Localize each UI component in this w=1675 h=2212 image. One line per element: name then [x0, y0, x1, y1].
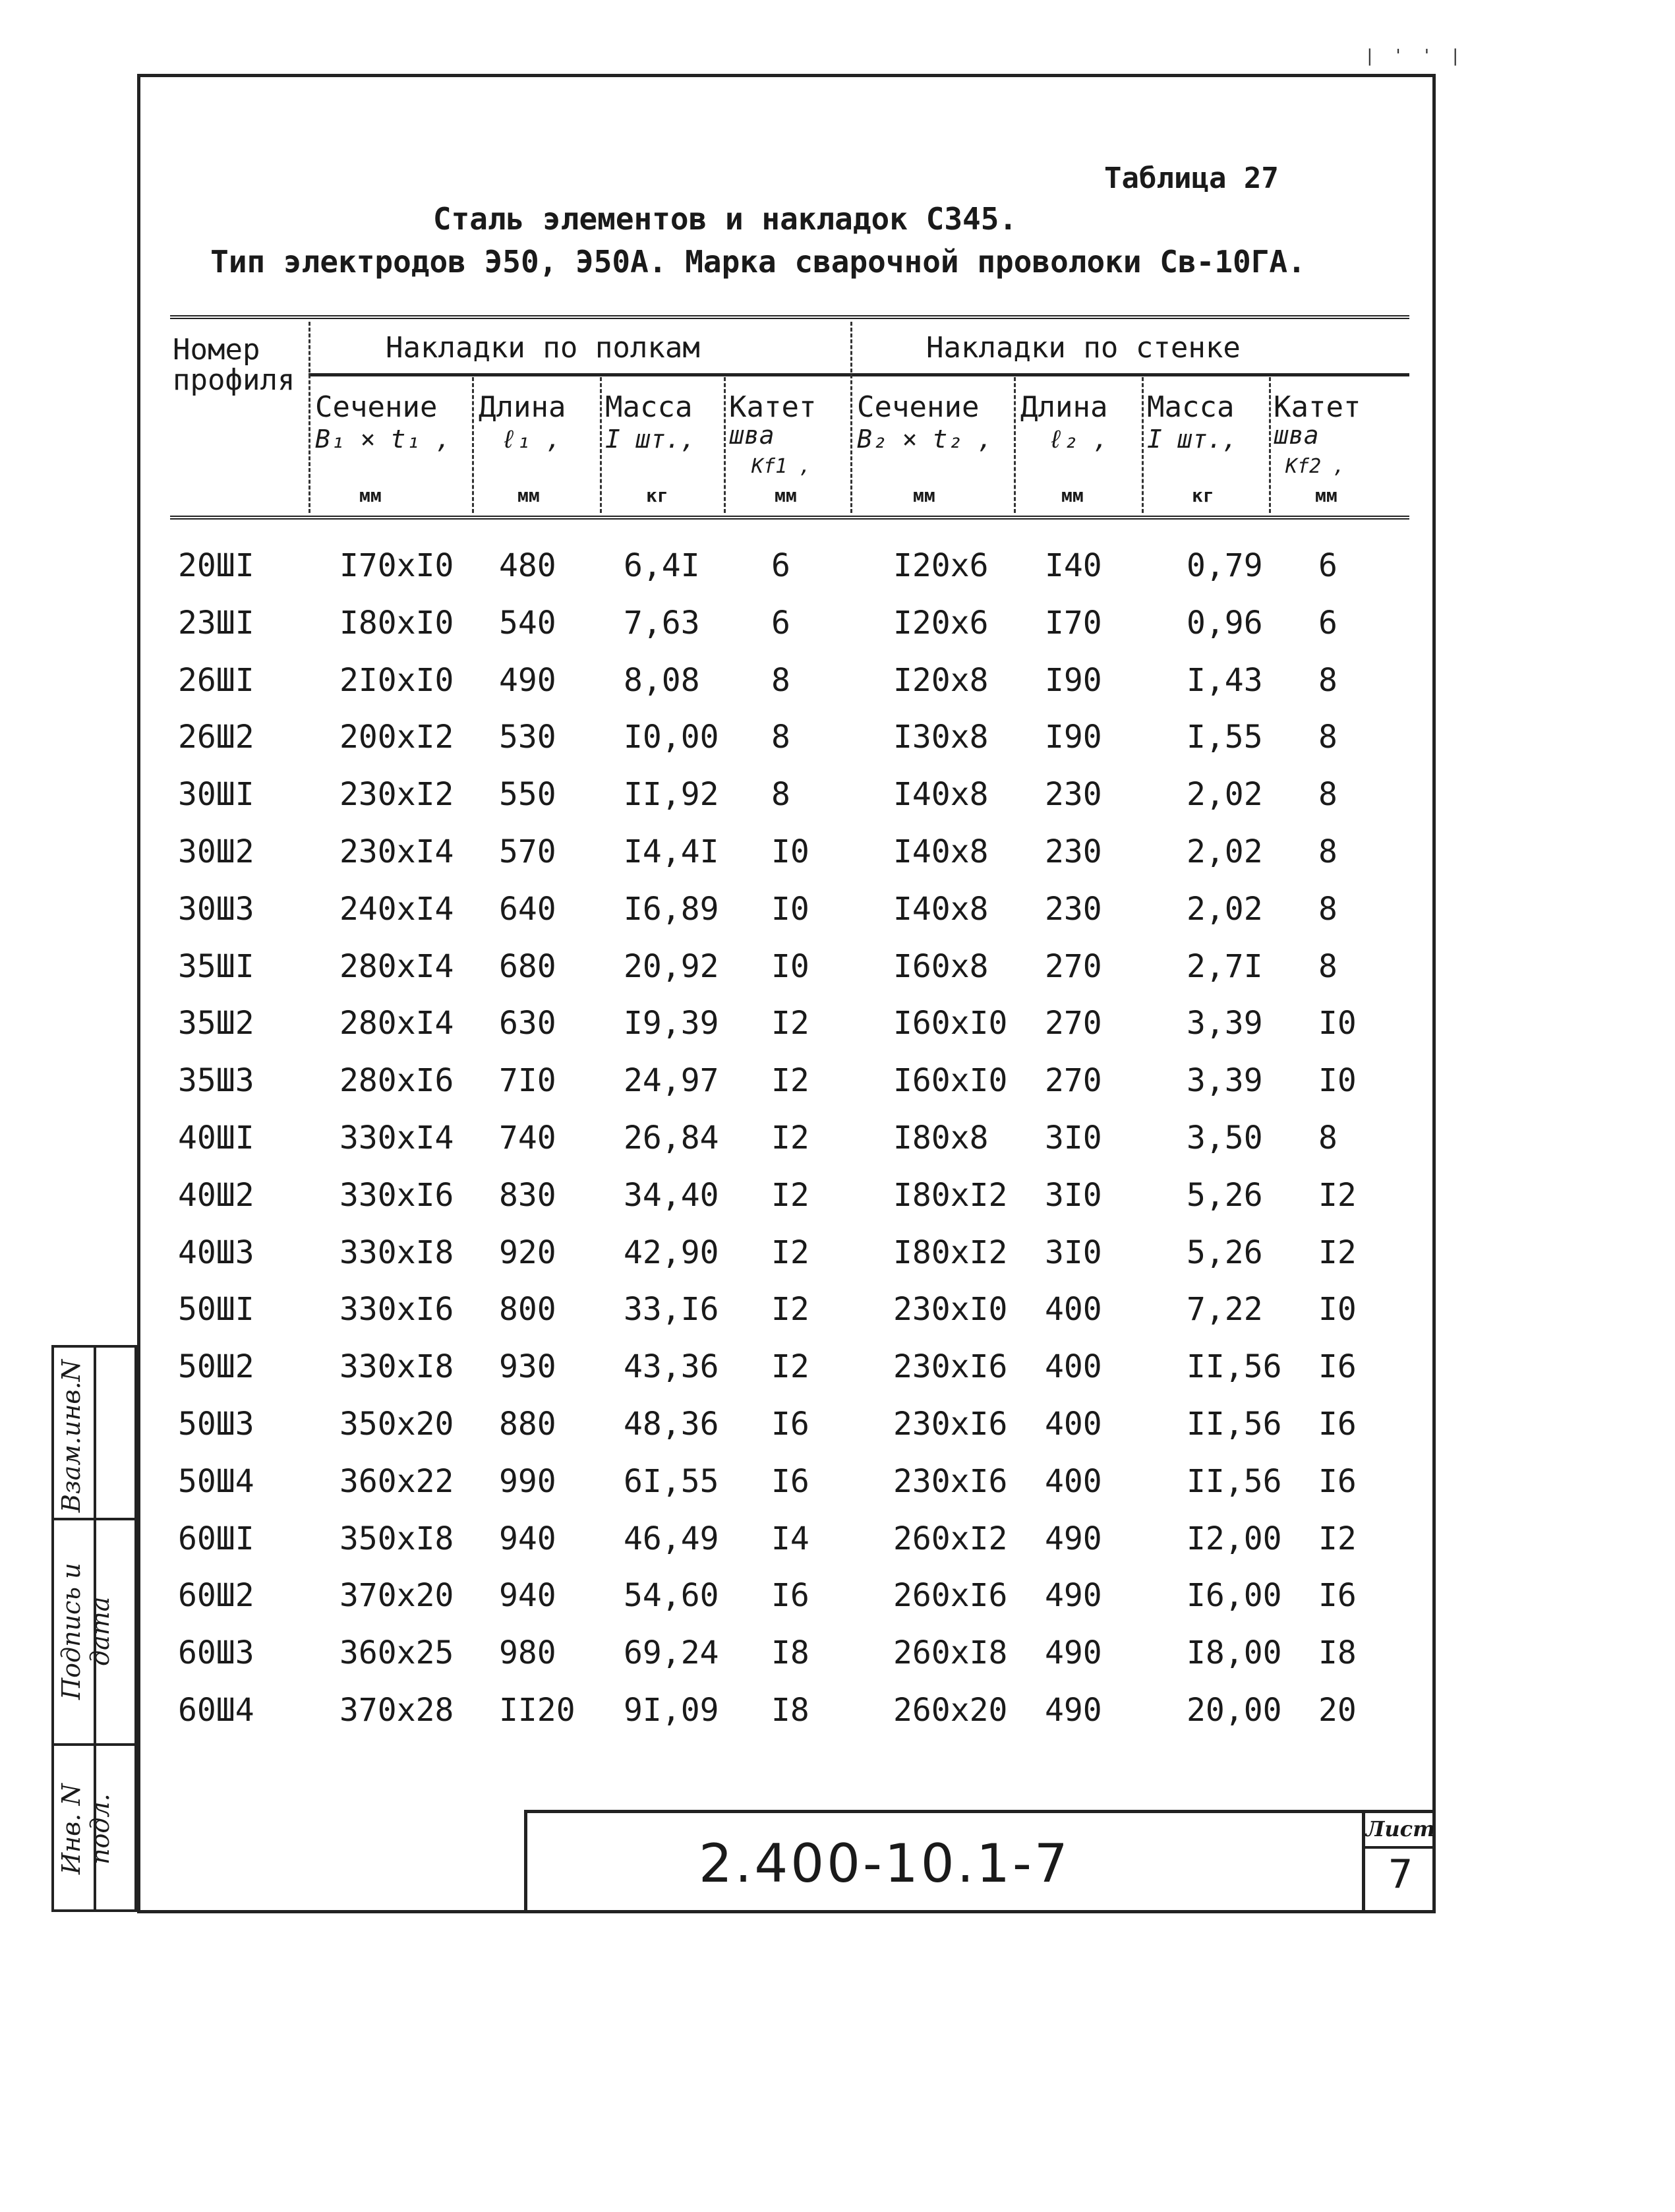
cell-m1: 46,49	[624, 1520, 719, 1557]
cell-k1: I2	[771, 1005, 809, 1042]
table-row	[170, 948, 1409, 1005]
unit-mm: мм	[775, 485, 797, 506]
table-row	[170, 1291, 1409, 1348]
cell-l1: II20	[499, 1692, 575, 1729]
cell-m1: 33,I6	[624, 1291, 719, 1329]
title-block	[524, 1810, 1436, 1913]
cell-profile: 30Ш2	[178, 833, 254, 870]
cell-k2: I2	[1318, 1176, 1357, 1214]
cell-l2: 230	[1045, 833, 1102, 870]
cell-profile: 60Ш2	[178, 1577, 254, 1615]
cell-m1: I6,89	[624, 890, 719, 928]
col-divider	[1269, 377, 1271, 513]
table-row	[170, 1406, 1409, 1463]
table-row	[170, 1348, 1409, 1406]
cell-l1: 570	[499, 833, 556, 870]
cell-profile: 50Ш4	[178, 1462, 254, 1500]
cell-l2: I90	[1045, 719, 1102, 756]
cell-s1: 330xI6	[339, 1176, 454, 1214]
header-length-sym-1: ℓ₁ ,	[501, 425, 562, 454]
cell-l2: 270	[1045, 1005, 1102, 1042]
side-label-replacement: Взам.инв.N	[57, 1360, 86, 1512]
cell-k1: I2	[771, 1120, 809, 1156]
cell-m2: 2,02	[1187, 890, 1263, 928]
cell-s2: I40x8	[893, 890, 989, 928]
document-code: 2.400-10.1-7	[699, 1833, 1071, 1894]
table-row	[170, 605, 1409, 662]
col-divider	[1142, 377, 1144, 513]
cell-k1: 8	[771, 719, 790, 756]
header-length-2: Длина	[1020, 390, 1108, 424]
cell-m1: 9I,09	[624, 1692, 719, 1729]
cell-k1: I6	[771, 1406, 809, 1443]
header-length-1: Длина	[479, 390, 566, 424]
cell-l1: 7I0	[499, 1062, 556, 1100]
cell-l2: 400	[1045, 1291, 1102, 1329]
cell-k2: I6	[1318, 1462, 1357, 1500]
header-weld-1: Катет	[729, 390, 817, 424]
header-group-flange: Накладки по полкам	[386, 331, 700, 365]
header-weld-sym-1: Kf1 ,	[751, 455, 811, 478]
cell-l2: 270	[1045, 1062, 1102, 1100]
cell-s1: I70xI0	[339, 547, 454, 584]
header-mass-2: Масса	[1147, 390, 1235, 424]
cell-k1: I0	[771, 947, 809, 985]
cell-s1: 370x20	[339, 1577, 454, 1615]
cell-l2: 400	[1045, 1462, 1102, 1500]
unit-mm: мм	[913, 485, 935, 506]
header-weld-sub-2: шва	[1274, 421, 1319, 450]
cell-m2: I,43	[1187, 661, 1263, 699]
cell-l2: 230	[1045, 776, 1102, 814]
sheet-box	[1362, 1813, 1436, 1913]
cell-profile: 40ШI	[178, 1120, 254, 1156]
cell-k1: I6	[771, 1462, 809, 1500]
cell-k1: I0	[771, 833, 809, 870]
table-row	[170, 1634, 1409, 1692]
cell-s1: I80xI0	[339, 604, 454, 642]
cell-k1: 8	[771, 776, 790, 814]
cell-m2: I6,00	[1187, 1577, 1282, 1615]
cell-m2: 5,26	[1187, 1234, 1263, 1271]
cell-profile: 60Ш4	[178, 1692, 254, 1729]
cell-m2: II,56	[1187, 1348, 1282, 1386]
table-row	[170, 1520, 1409, 1578]
table-subtitle: Тип электродов Э50, Э50А. Марка сварочной проволоки Св-10ГА.	[210, 244, 1306, 280]
cell-k1: I8	[771, 1692, 809, 1729]
cell-s2: 260xI6	[893, 1577, 1008, 1615]
cell-m2: 2,02	[1187, 776, 1263, 814]
side-label-inventory: Инв. N подл.	[57, 1783, 115, 1874]
header-profile: Номер профиля	[173, 333, 295, 397]
col-divider	[600, 377, 602, 513]
cell-m1: 7,63	[624, 604, 700, 642]
cell-l2: 400	[1045, 1406, 1102, 1443]
unit-mm: мм	[517, 485, 540, 506]
cell-m1: 42,90	[624, 1234, 719, 1271]
cell-l1: 830	[499, 1176, 556, 1214]
table-row	[170, 1062, 1409, 1120]
table-row	[170, 891, 1409, 948]
cell-l1: 930	[499, 1348, 556, 1386]
cell-k1: I2	[771, 1234, 809, 1271]
cell-s2: I40x8	[893, 833, 989, 870]
cell-k2: I0	[1318, 1062, 1357, 1100]
cell-profile: 40Ш2	[178, 1176, 254, 1214]
cell-profile: 60Ш3	[178, 1634, 254, 1672]
cell-s1: 350xI8	[339, 1520, 454, 1557]
unit-mm: мм	[359, 485, 382, 506]
cell-k1: I2	[771, 1291, 809, 1329]
cell-s1: 280xI6	[339, 1062, 454, 1100]
cell-s1: 330xI4	[339, 1120, 454, 1156]
cell-m2: 2,7I	[1187, 947, 1263, 985]
cell-m1: 24,97	[624, 1062, 719, 1100]
cell-s1: 330xI6	[339, 1291, 454, 1329]
cell-profile: 50Ш3	[178, 1406, 254, 1443]
cell-profile: 35Ш2	[178, 1005, 254, 1042]
cell-profile: 60ШI	[178, 1520, 254, 1557]
col-divider	[850, 322, 852, 513]
header-group-web: Накладки по стенке	[926, 331, 1241, 365]
cell-k2: I6	[1318, 1348, 1357, 1386]
cell-l2: 490	[1045, 1577, 1102, 1615]
cell-profile: 50Ш2	[178, 1348, 254, 1386]
cell-l1: 880	[499, 1406, 556, 1443]
cell-profile: 26ШI	[178, 661, 254, 699]
cell-m1: 54,60	[624, 1577, 719, 1615]
cell-m1: I0,00	[624, 719, 719, 756]
cell-k2: 8	[1318, 890, 1337, 928]
cell-s2: I60xI0	[893, 1005, 1008, 1042]
cell-s2: I80xI2	[893, 1176, 1008, 1214]
table-row	[170, 833, 1409, 891]
cell-m1: I4,4I	[624, 833, 719, 870]
side-stamp-rule	[54, 1518, 134, 1520]
cell-k2: 8	[1318, 833, 1337, 870]
cell-l1: 490	[499, 661, 556, 699]
unit-kg: кг	[1192, 485, 1214, 506]
cell-k2: 6	[1318, 547, 1337, 584]
cell-l1: 680	[499, 947, 556, 985]
cell-m2: I,55	[1187, 719, 1263, 756]
cell-k1: 6	[771, 604, 790, 642]
cell-l1: 530	[499, 719, 556, 756]
header-mass-sub-2: I шт.,	[1147, 425, 1238, 454]
cell-l2: 3I0	[1045, 1120, 1102, 1156]
table-row	[170, 662, 1409, 719]
header-mid-rule	[309, 373, 1409, 376]
cell-profile: 30ШI	[178, 776, 254, 814]
cell-profile: 40Ш3	[178, 1234, 254, 1271]
cell-s2: I20x8	[893, 661, 989, 699]
cell-s1: 280xI4	[339, 1005, 454, 1042]
table-title: Сталь элементов и накладок С345.	[432, 201, 1018, 237]
cell-s2: 260xI8	[893, 1634, 1008, 1672]
sheet-label: Лист	[1365, 1813, 1436, 1849]
cell-s2: 260x20	[893, 1692, 1008, 1729]
unit-kg: кг	[646, 485, 668, 506]
cell-profile: 30Ш3	[178, 890, 254, 928]
cell-s2: 230xI0	[893, 1291, 1008, 1329]
cell-m1: 48,36	[624, 1406, 719, 1443]
cell-l1: 940	[499, 1577, 556, 1615]
cell-l2: 400	[1045, 1348, 1102, 1386]
col-divider	[1014, 377, 1016, 513]
cell-k1: I8	[771, 1634, 809, 1672]
cell-m1: 8,08	[624, 661, 700, 699]
cell-l1: 940	[499, 1520, 556, 1557]
cell-s2: 230xI6	[893, 1462, 1008, 1500]
cell-k2: 8	[1318, 947, 1337, 985]
cell-m1: 6I,55	[624, 1462, 719, 1500]
table-row	[170, 1577, 1409, 1634]
cell-m2: 7,22	[1187, 1291, 1263, 1329]
table-row	[170, 1005, 1409, 1062]
cell-m2: 20,00	[1187, 1692, 1282, 1729]
cell-k1: 8	[771, 661, 790, 699]
cell-s1: 240xI4	[339, 890, 454, 928]
cell-l2: I90	[1045, 661, 1102, 699]
cell-s2: I80x8	[893, 1120, 989, 1156]
cell-l1: 740	[499, 1120, 556, 1156]
cell-m1: 69,24	[624, 1634, 719, 1672]
cell-l1: 990	[499, 1462, 556, 1500]
cell-m2: 2,02	[1187, 833, 1263, 870]
header-weld-sym-2: Kf2 ,	[1285, 455, 1345, 478]
cell-s2: I20x6	[893, 547, 989, 584]
cell-l1: 630	[499, 1005, 556, 1042]
cell-s1: 200xI2	[339, 719, 454, 756]
cell-k2: I0	[1318, 1005, 1357, 1042]
table-row	[170, 1234, 1409, 1292]
cell-l2: 490	[1045, 1520, 1102, 1557]
cell-l1: 980	[499, 1634, 556, 1672]
cell-k1: I4	[771, 1520, 809, 1557]
cell-s2: I20x6	[893, 604, 989, 642]
cell-l2: 230	[1045, 890, 1102, 928]
cell-s2: I80xI2	[893, 1234, 1008, 1271]
sheet-number: 7	[1388, 1851, 1413, 1898]
cell-s2: I60x8	[893, 947, 989, 985]
unit-mm: мм	[1315, 485, 1337, 506]
cell-m2: 5,26	[1187, 1176, 1263, 1214]
cell-k2: 8	[1318, 776, 1337, 814]
cell-l2: 490	[1045, 1692, 1102, 1729]
cell-profile: 20ШI	[178, 547, 254, 584]
cell-s1: 330xI8	[339, 1234, 454, 1271]
cell-s1: 330xI8	[339, 1348, 454, 1386]
cell-profile: 50ШI	[178, 1291, 254, 1329]
col-divider	[309, 322, 310, 513]
cell-k2: I0	[1318, 1291, 1357, 1329]
cell-m1: 20,92	[624, 947, 719, 985]
cell-m2: I8,00	[1187, 1634, 1282, 1672]
cell-s1: 350x20	[339, 1406, 454, 1443]
cell-l1: 800	[499, 1291, 556, 1329]
cell-profile: 23ШI	[178, 604, 254, 642]
cell-k2: 20	[1318, 1692, 1357, 1729]
header-bottom-rule	[170, 516, 1409, 520]
header-mass-1: Масса	[605, 390, 693, 424]
header-mass-sub-1: I шт.,	[605, 425, 696, 454]
cell-m1: 43,36	[624, 1348, 719, 1386]
cell-m2: I2,00	[1187, 1520, 1282, 1557]
cell-k2: 8	[1318, 661, 1337, 699]
cell-k2: I2	[1318, 1234, 1357, 1271]
cell-k2: 6	[1318, 604, 1337, 642]
cell-l1: 920	[499, 1234, 556, 1271]
cell-l2: 3I0	[1045, 1234, 1102, 1271]
cell-k1: I2	[771, 1062, 809, 1100]
cell-l1: 480	[499, 547, 556, 584]
header-weld-sub-1: шва	[729, 421, 775, 450]
side-stamp-rule	[54, 1743, 134, 1746]
table-row	[170, 1120, 1409, 1177]
table-row	[170, 1177, 1409, 1234]
cell-s2: 230xI6	[893, 1348, 1008, 1386]
cell-l1: 640	[499, 890, 556, 928]
cell-m1: II,92	[624, 776, 719, 814]
cell-profile: 35Ш3	[178, 1062, 254, 1100]
cell-k1: 6	[771, 547, 790, 584]
cell-k2: I6	[1318, 1406, 1357, 1443]
cell-profile: 35ШI	[178, 947, 254, 985]
cell-m2: 0,96	[1187, 604, 1263, 642]
cell-m1: I9,39	[624, 1005, 719, 1042]
cell-s2: 230xI6	[893, 1406, 1008, 1443]
cell-s1: 230xI2	[339, 776, 454, 814]
cell-l2: I70	[1045, 604, 1102, 642]
cell-k2: I8	[1318, 1634, 1357, 1672]
cell-s1: 360x22	[339, 1462, 454, 1500]
table-row	[170, 1692, 1409, 1749]
cell-l1: 550	[499, 776, 556, 814]
header-weld-2: Катет	[1274, 390, 1361, 424]
cell-s1: 360x25	[339, 1634, 454, 1672]
col-divider	[724, 377, 726, 513]
header-section-sym-1: B₁ × t₁ ,	[315, 425, 451, 454]
table-label: Таблица 27	[1104, 162, 1279, 195]
cell-m2: II,56	[1187, 1462, 1282, 1500]
cell-s1: 280xI4	[339, 947, 454, 985]
side-stamp	[51, 1345, 137, 1912]
cell-k1: I2	[771, 1348, 809, 1386]
cell-m1: 6,4I	[624, 547, 700, 584]
header-length-sym-2: ℓ₂ ,	[1048, 425, 1109, 454]
cell-m1: 34,40	[624, 1176, 719, 1214]
cell-s2: 260xI2	[893, 1520, 1008, 1557]
cell-l1: 540	[499, 604, 556, 642]
cell-l2: 490	[1045, 1634, 1102, 1672]
cell-l2: 3I0	[1045, 1176, 1102, 1214]
cell-m2: II,56	[1187, 1406, 1282, 1443]
cell-s1: 230xI4	[339, 833, 454, 870]
cell-k1: I6	[771, 1577, 809, 1615]
cell-m2: 3,39	[1187, 1005, 1263, 1042]
scan-marks: | ' ' |	[1365, 46, 1465, 66]
unit-mm: мм	[1061, 485, 1084, 506]
col-divider	[472, 377, 474, 513]
table-row	[170, 1463, 1409, 1520]
table-row	[170, 719, 1409, 776]
cell-l2: I40	[1045, 547, 1102, 584]
cell-s2: I40x8	[893, 776, 989, 814]
cell-k1: I0	[771, 890, 809, 928]
cell-m1: 26,84	[624, 1120, 719, 1156]
cell-s1: 370x28	[339, 1692, 454, 1729]
cell-m2: 0,79	[1187, 547, 1263, 584]
cell-s2: I60xI0	[893, 1062, 1008, 1100]
cell-l2: 270	[1045, 947, 1102, 985]
cell-k2: I2	[1318, 1520, 1357, 1557]
cell-m2: 3,39	[1187, 1062, 1263, 1100]
cell-k1: I2	[771, 1176, 809, 1214]
cell-k2: 8	[1318, 719, 1337, 756]
header-section-2: Сечение	[857, 390, 980, 424]
table-row	[170, 547, 1409, 605]
side-label-signature-date: Подпись и дата	[57, 1563, 115, 1700]
header-top-rule	[170, 315, 1409, 319]
header-section-sym-2: B₂ × t₂ ,	[857, 425, 993, 454]
cell-s2: I30x8	[893, 719, 989, 756]
cell-k2: 8	[1318, 1120, 1337, 1156]
cell-s1: 2I0xI0	[339, 661, 454, 699]
table-row	[170, 776, 1409, 833]
cell-k2: I6	[1318, 1577, 1357, 1615]
cell-m2: 3,50	[1187, 1120, 1263, 1156]
cell-profile: 26Ш2	[178, 719, 254, 756]
header-section-1: Сечение	[315, 390, 438, 424]
